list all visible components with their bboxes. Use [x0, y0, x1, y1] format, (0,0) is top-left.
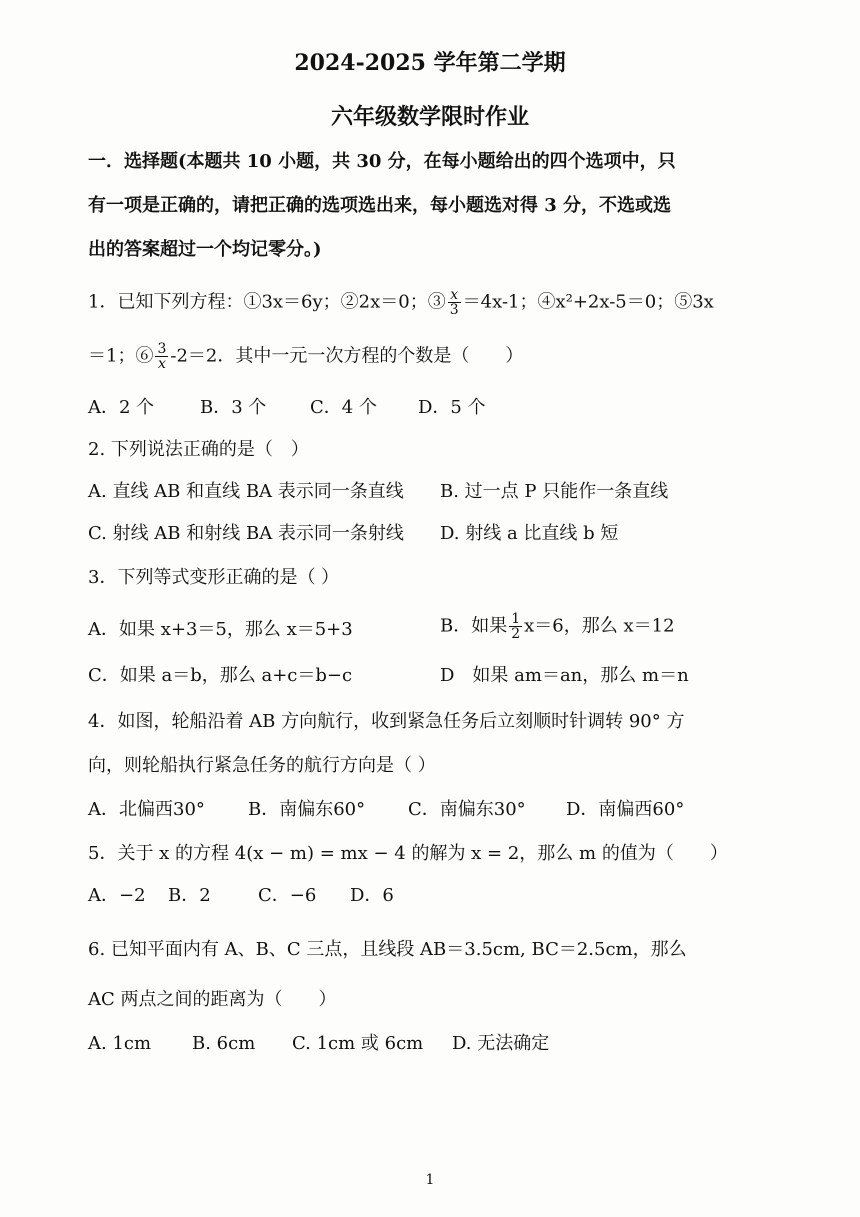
q1-text-c: ＝1；⑥: [88, 345, 154, 367]
section-instructions-line2: 有一项是正确的，请把正确的选项选出来，每小题选对得 3 分，不选或选: [88, 195, 672, 216]
question-6-line1: 6. 已知平面内有 A、B、C 三点，且线段 AB＝3.5cm, BC＝2.5cm，那么: [88, 939, 687, 960]
q2-option-c: C. 射线 AB 和射线 BA 表示同一条射线: [88, 523, 404, 544]
q5-option-c: C．−6: [258, 885, 317, 906]
q2-option-a: A. 直线 AB 和直线 BA 表示同一条直线: [88, 481, 404, 502]
q1-frac2-num: 3: [157, 341, 167, 357]
q1-option-a: A．2 个: [88, 397, 155, 418]
q4-option-c: C．南偏东30°: [408, 799, 526, 820]
q2-option-d: D. 射线 a 比直线 b 短: [440, 523, 619, 544]
q3-option-b-prefix: B．如果: [440, 615, 508, 637]
q1-option-d: D．5 个: [418, 397, 486, 418]
q3-option-a: A．如果 x+3＝5，那么 x＝5+3: [88, 619, 353, 640]
section-instructions-line3: 出的答案超过一个均记零分。): [88, 239, 322, 260]
q1-fraction-2: [155, 342, 168, 371]
q1-fraction: [448, 288, 461, 317]
question-4-line2: 向，则轮船执行紧急任务的航行方向是（ ）: [88, 755, 436, 776]
q6-option-d: D. 无法确定: [452, 1033, 550, 1054]
q2-option-b: B. 过一点 P 只能作一条直线: [440, 481, 669, 502]
q3-option-b-fraction: [509, 612, 522, 641]
q6-option-c: C. 1cm 或 6cm: [292, 1033, 424, 1054]
question-1-line2: [88, 342, 523, 371]
q3-option-b: [440, 612, 675, 641]
q1-frac-num: x: [448, 288, 461, 303]
question-6-line2: AC 两点之间的距离为（ ）: [88, 989, 337, 1010]
q3-option-b-suffix: x＝6，那么 x＝12: [524, 615, 675, 637]
page-subtitle: 六年级数学限时作业: [330, 104, 529, 130]
question-5-stem: 5．关于 x 的方程 4(x − m) = mx − 4 的解为 x = 2，那么 m 的值为（ ）: [88, 843, 728, 864]
q1-frac-den: 3: [449, 302, 459, 318]
q1-option-b: B．3 个: [200, 397, 267, 418]
q5-option-d: D．6: [350, 885, 394, 906]
question-1-line1: [88, 288, 714, 317]
q6-option-a: A. 1cm: [88, 1033, 152, 1054]
question-4-line1: 4．如图，轮船沿着 AB 方向航行，收到紧急任务后立刻顺时针调转 90° 方: [88, 711, 685, 732]
q1-text-d: -2＝2．其中一元一次方程的个数是（ ）: [170, 345, 524, 367]
q1-text-b: ＝4x-1；④x²+2x-5＝0；⑤3x: [462, 291, 714, 313]
q3-option-c: C．如果 a＝b，那么 a+c＝b−c: [88, 665, 353, 686]
q1-option-c: C．4 个: [310, 397, 377, 418]
question-3-stem: 3．下列等式变形正确的是（ ）: [88, 567, 340, 588]
q3-frac-den: 2: [511, 626, 521, 642]
page-title: 2024-2025 学年第二学期: [294, 50, 566, 76]
q4-option-d: D．南偏西60°: [566, 799, 685, 820]
q5-option-a: A．−2: [88, 885, 146, 906]
q3-option-d: D 如果 am＝an，那么 m＝n: [440, 665, 689, 686]
q1-frac2-den: x: [157, 356, 166, 372]
q3-frac-num: 1: [511, 611, 521, 627]
q6-option-b: B. 6cm: [192, 1033, 256, 1054]
q1-text-a: 1．已知下列方程：①3x＝6y；②2x＝0；③: [88, 291, 446, 313]
q4-option-b: B．南偏东60°: [248, 799, 366, 820]
page-number: 1: [425, 1172, 435, 1188]
q4-option-a: A．北偏西30°: [88, 799, 205, 820]
section-instructions-line1: 一．选择题(本题共 10 小题，共 30 分，在每小题给出的四个选项中，只: [88, 151, 676, 172]
question-2-stem: 2. 下列说法正确的是（ ）: [88, 439, 309, 460]
q5-option-b: B．2: [168, 885, 211, 906]
